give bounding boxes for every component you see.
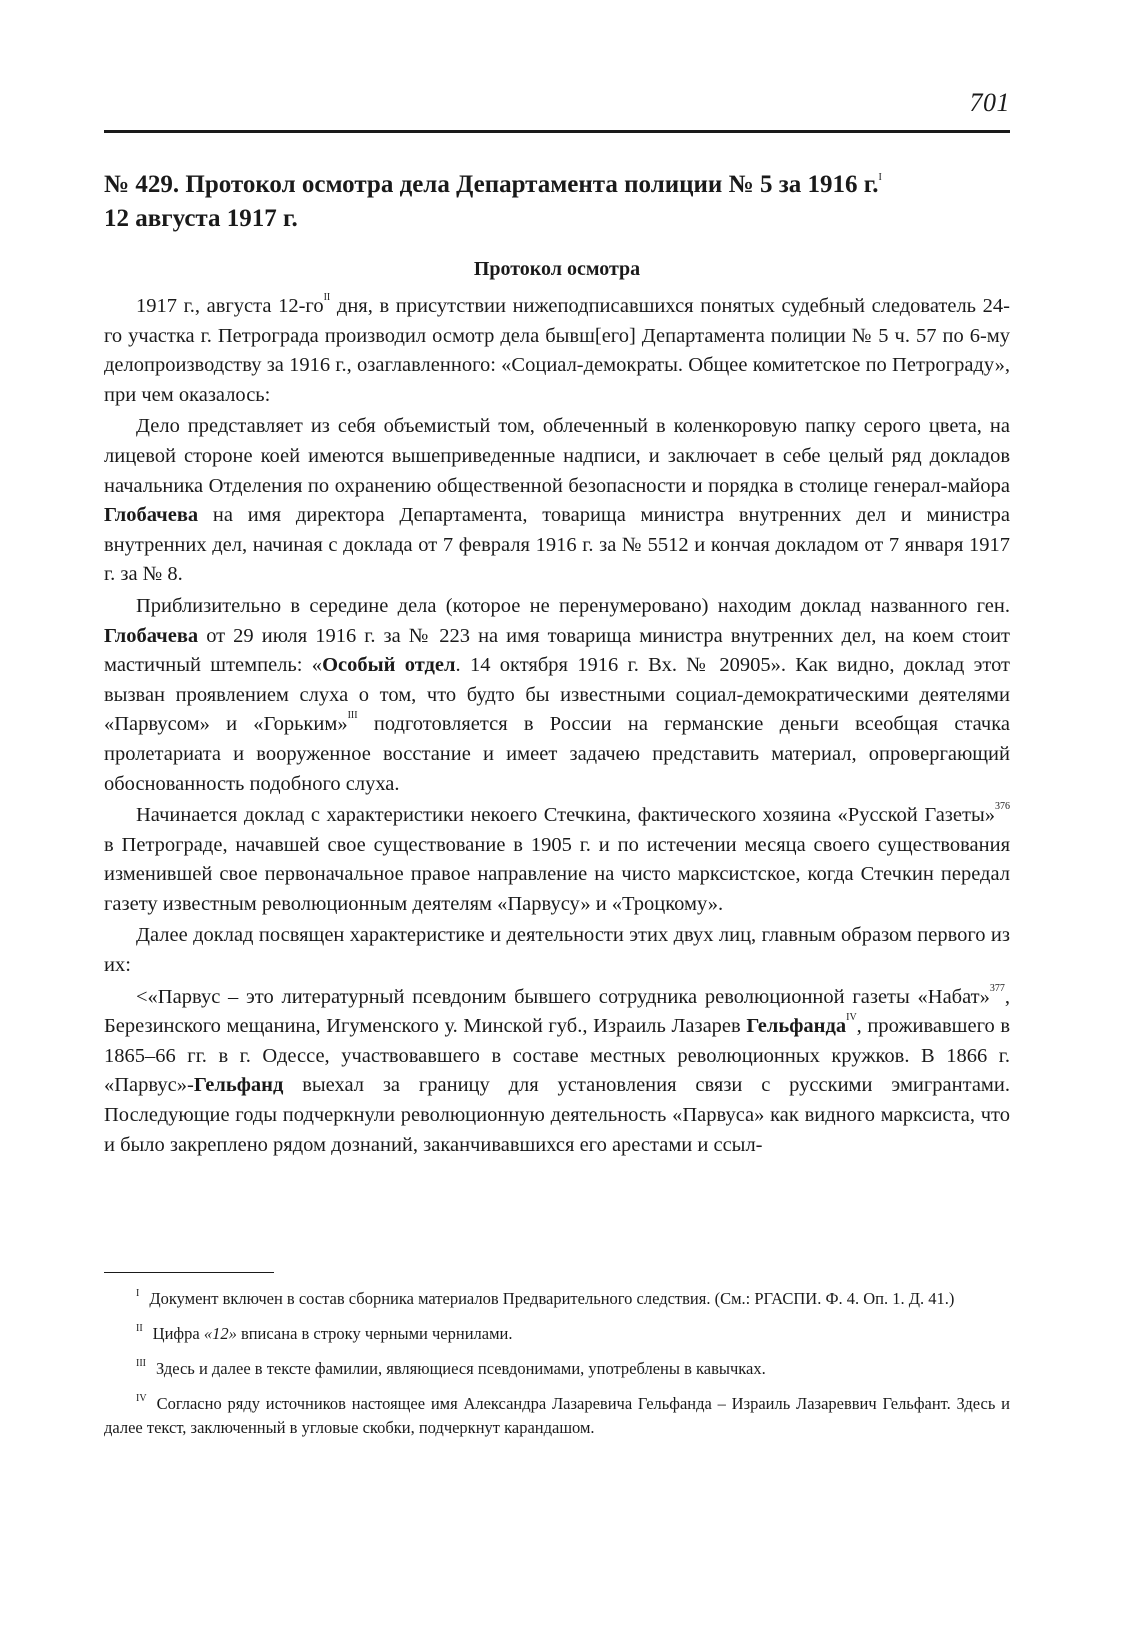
paragraph-5: Далее доклад посвящен характеристике и деятельности этих двух лиц, главным образом первого из их: — [104, 924, 1010, 977]
footnote-ref-II: II — [323, 292, 331, 303]
paragraph-4: Начинается доклад с характеристики некоего Стечкина, фактического хозяина «Русской Газеты»$^{376}$ в Петрограде, начавшей свое существование в 1905 г. и по истечении месяца своего существования изменившей свое первоначальное правое направление на чисто марксистское, когда Стечкин передал газету известным революционным деятелям «Парвусу» и «Троцкому». — [104, 801, 1010, 915]
footnote-III: $^{III}$ Здесь и далее в тексте фамилии, являющиеся псевдонимами, употреблены в кавычках. — [136, 1358, 766, 1378]
footnote-I: $^I$ Документ включен в состав сборника материалов Предварительного следствия. (См.: РГАСПИ. Ф. 4. Оп. 1. Д. 41.) — [136, 1288, 955, 1308]
body-text — [104, 292, 1010, 1162]
footnotes — [104, 1282, 1010, 1446]
footnote-rule — [104, 1272, 274, 1273]
footnote-ref-377: 377 — [989, 982, 1005, 994]
paragraph-1: 1917 г., августа $12-го^{II}$ дня, в присутствии нижеподписавшихся понятых судебный следователь 24-го участка г. Петрограда производил осмотр дела бывш[его] Департамента полиции № 5 ч. 57 по 6-му делопроизводству за 1916 г., озаглавленного: «Социал-демократы. Общее комитетское по Петрограду», при чем оказалось: — [104, 292, 1010, 406]
document-title — [104, 168, 1010, 236]
section-heading: Протокол осмотра — [473, 258, 641, 280]
title-date: 12 августа 1917 г. — [104, 205, 298, 232]
footnote-ref-376: 376 — [995, 801, 1010, 813]
paragraph-2: Дело представляет из себя объемистый том, облеченный в коленкоровую папку серого цвета, на лицевой стороне коей имеются вышеприведенные надписи, и заключает в себе целый ряд докладов начальника Отделения по охранению общественной безопасности и порядка в столице генерал-майора Глобачева на имя директора Департамента, товарища министра внутренних дел и министра внутренних дел, начиная с доклада от 7 февраля 1916 г. за № 5512 и кончая докладом от 7 января 1917 г. за № 8. — [104, 415, 1010, 586]
footnote-ref-I: I — [878, 172, 882, 183]
header-rule — [104, 130, 1010, 133]
footnote-IV: $^{IV}$ Согласно ряду источников настоящее имя Александра Лазаревича Гельфанда – Израиль Лазареввич Гельфант. Здесь и далее текст, заключенный в угловые скобки, подчеркнут карандашом. — [104, 1393, 1010, 1437]
paragraph-6: <«Парвус – это литературный псевдоним бывшего сотрудника революционной газеты «Набат»$^{377}$, Березинского мещанина, Игуменского у. Минской губ., Израиль Лазарев Гельфанда$^{IV}$, проживавшего в 1865–66 гг. в г. Одессе, участвовавшего в составе местных революционных кружков. В 1866 г. «Парвус»-Гельфанд выехал за границу для установления связи с русскими эмигрантами. Последующие годы подчеркнули революционную деятельность «Парвуса» как видного марксиста, что и было закреплено рядом дознаний, заканчивавшихся его арестами и ссыл- — [104, 982, 1010, 1156]
footnote-ref-IV: IV — [846, 1012, 857, 1024]
footnote-ref-III: III — [347, 710, 358, 722]
page-number: 701 — [969, 88, 1010, 117]
footnote-II: $^{II}$ Цифра «12» вписана в строку черными чернилами. — [136, 1323, 513, 1343]
paragraph-3: Приблизительно в середине дела (которое не перенумеровано) находим доклад названного ген. Глобачева от 29 июля 1916 г. за № 223 на имя товарища министра внутренних дел, на коем стоит мастичный штемпель: «Особый отдел. 14 октября 1916 г. Вх. № 20905». Как видно, доклад этот вызван проявлением слуха о том, что будто бы известными социал-демократическими деятелями «Парвусом» и «Горьким»$^{III}$ подготовляется в России на германские деньги всеобщая стачка пролетариата и вооруженное восстание и имеет задачею представить материал, опровергающий обоснованность подобного слуха. — [104, 594, 1011, 795]
title-line-1: № 429. Протокол осмотра дела Департамента полиции № 5 за 1916 г.$^I$ — [104, 171, 882, 198]
